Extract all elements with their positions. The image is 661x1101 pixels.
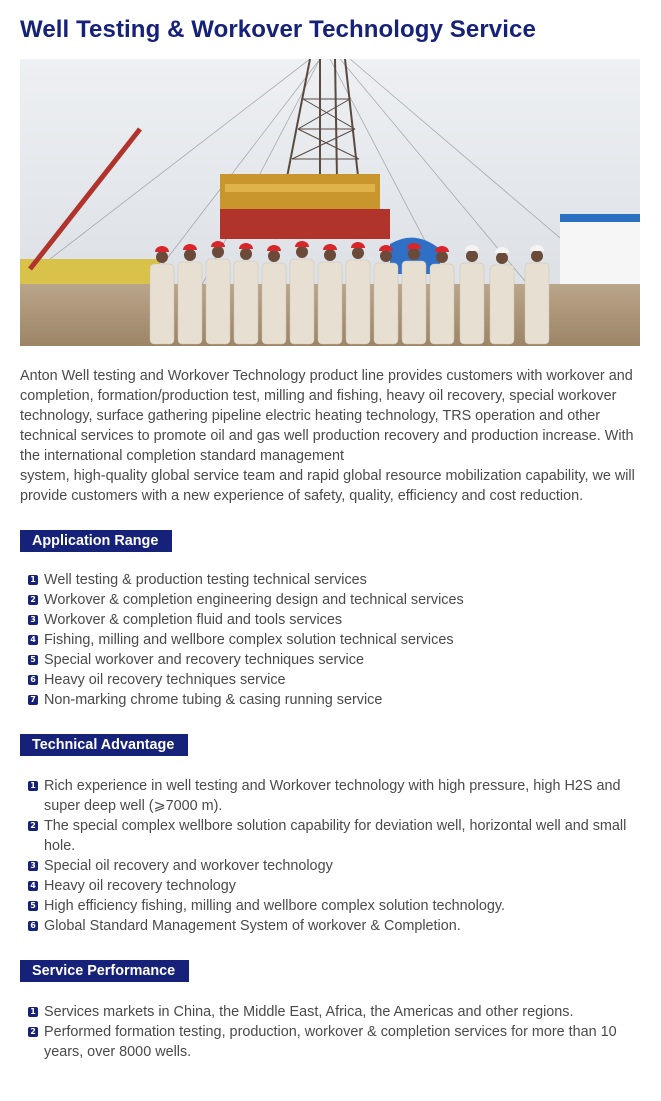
section-technical-advantage — [20, 734, 642, 936]
list-item — [20, 916, 642, 936]
number-badge-icon: 1 — [28, 1007, 38, 1017]
number-badge-icon: 1 — [28, 781, 38, 791]
number-badge-icon: 3 — [28, 615, 38, 625]
list-item — [20, 856, 642, 876]
number-badge-icon: 4 — [28, 881, 38, 891]
list-item-text: Well testing & production testing technical services — [44, 572, 367, 588]
list-item — [20, 670, 642, 690]
page-title: Well Testing & Workover Technology Service — [20, 16, 536, 43]
list-item — [20, 816, 642, 856]
application-range-list — [20, 570, 642, 710]
number-badge-icon: 6 — [28, 921, 38, 931]
number-badge-icon: 2 — [28, 821, 38, 831]
number-badge-icon: 2 — [28, 595, 38, 605]
number-badge-icon: 3 — [28, 861, 38, 871]
list-item-text: Non-marking chrome tubing & casing running service — [44, 692, 383, 708]
list-item — [20, 630, 642, 650]
number-badge-icon: 5 — [28, 655, 38, 665]
list-item — [20, 876, 642, 896]
list-item-text: High efficiency fishing, milling and wellbore complex solution technology. — [44, 898, 506, 914]
number-badge-icon: 1 — [28, 575, 38, 585]
number-badge-icon: 2 — [28, 1027, 38, 1037]
list-item — [20, 1022, 642, 1062]
list-item-text: Performed formation testing, production, workover & completion services for more than 10 years, over 8000 wells. — [44, 1024, 617, 1060]
list-item-text: Heavy oil recovery technology — [44, 878, 236, 894]
list-item — [20, 896, 642, 916]
technical-advantage-list — [20, 776, 642, 936]
intro-text-line-1: Anton Well testing and Workover Technology product line provides customers with workover and completion, formation/production test, milling and fishing, heavy oil recovery, special workover technology, surface gathering pipeline electric heating technology, TRS operation and other technical services to promote oil and gas well production recovery and production increase. With the international completion standard management — [20, 368, 634, 464]
section-service-performance — [20, 960, 642, 1062]
page-content — [20, 14, 642, 1062]
list-item-text: The special complex wellbore solution capability for deviation well, horizontal well and small hole. — [44, 818, 627, 854]
section-heading-application-range: Application Range — [20, 530, 172, 552]
list-item — [20, 650, 642, 670]
list-item — [20, 690, 642, 710]
list-item — [20, 776, 642, 816]
list-item-text: Fishing, milling and wellbore complex solution technical services — [44, 632, 454, 648]
intro-paragraph — [20, 366, 642, 506]
section-heading-technical-advantage: Technical Advantage — [20, 734, 188, 756]
list-item-text: Heavy oil recovery techniques service — [44, 672, 286, 688]
list-item-text: Special workover and recovery techniques service — [44, 652, 364, 668]
list-item-text: Services markets in China, the Middle East, Africa, the Americas and other regions. — [44, 1004, 574, 1020]
list-item-text: Workover & completion engineering design and technical services — [44, 592, 464, 608]
number-badge-icon: 7 — [28, 695, 38, 705]
section-heading-service-performance: Service Performance — [20, 960, 189, 982]
list-item — [20, 610, 642, 630]
list-item — [20, 570, 642, 590]
number-badge-icon: 5 — [28, 901, 38, 911]
list-item-text: Special oil recovery and workover technology — [44, 858, 333, 874]
service-performance-list — [20, 1002, 642, 1062]
section-application-range — [20, 530, 642, 710]
hero-photo-drilling-crew — [20, 59, 640, 346]
list-item-text: Global Standard Management System of workover & Completion. — [44, 918, 461, 934]
intro-text-line-2: system, high-quality global service team and rapid global resource mobilization capability, we will provide customers with a new experience of safety, quality, efficiency and cost reduction. — [20, 468, 635, 504]
number-badge-icon: 4 — [28, 635, 38, 645]
list-item — [20, 590, 642, 610]
list-item-text: Rich experience in well testing and Workover technology with high pressure, high H2S and super deep well (⩾7000 m). — [44, 778, 621, 814]
list-item — [20, 1002, 642, 1022]
list-item-text: Workover & completion fluid and tools services — [44, 612, 343, 628]
number-badge-icon: 6 — [28, 675, 38, 685]
